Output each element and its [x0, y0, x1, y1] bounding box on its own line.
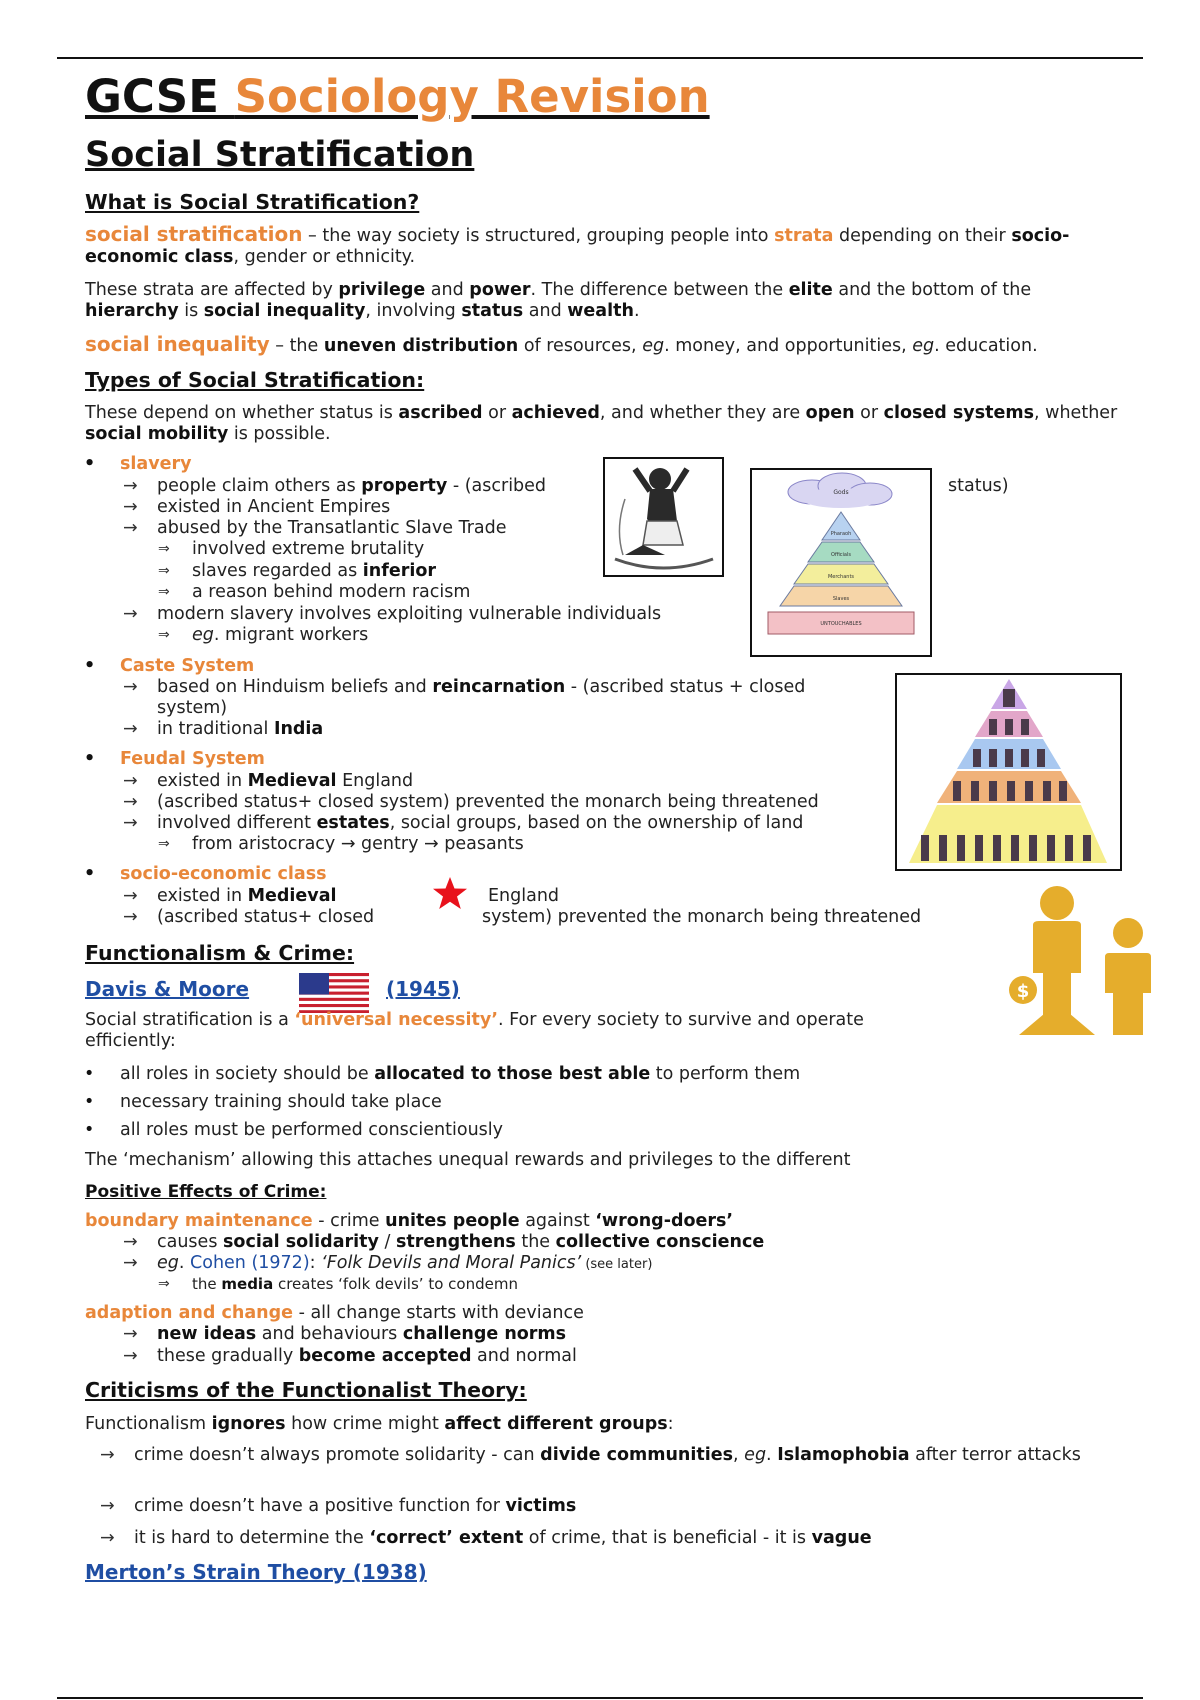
dm-bullet-1 — [120, 1064, 800, 1085]
bold: social solidarity — [223, 1232, 379, 1252]
section-heading-functionalism — [85, 939, 354, 967]
red-star-icon — [432, 876, 468, 910]
bold: become accepted — [298, 1346, 472, 1366]
paragraph-universal-necessity — [85, 1010, 925, 1052]
text: / — [378, 1232, 396, 1252]
text: These strata are affected by — [85, 280, 339, 300]
us-flag-icon — [299, 973, 369, 1013]
section-heading-what-is — [85, 188, 419, 216]
text: is — [178, 301, 204, 321]
text: . migrant workers — [213, 625, 369, 645]
criticisms-intro — [85, 1414, 674, 1435]
text: - all change starts with deviance — [293, 1303, 584, 1323]
criticism-1 — [134, 1445, 1084, 1466]
text: the — [192, 1275, 222, 1293]
text: after terror attacks — [909, 1445, 1081, 1465]
text: creates ‘folk devils’ to condemn — [273, 1275, 518, 1293]
dollar-icon: $ — [1016, 981, 1030, 1002]
text: , whether — [1034, 403, 1118, 423]
feudal-line-3 — [157, 813, 803, 834]
text: and behaviours — [256, 1324, 403, 1344]
text: Social stratification is a — [85, 1010, 295, 1030]
text: and the bottom of the — [832, 280, 1032, 300]
heading-text: Types of Social Stratification: — [85, 368, 425, 392]
caste-line-1-cont: system) — [157, 698, 228, 718]
feudal-pyramid-icon — [897, 675, 1120, 869]
socio-line-2-tail: system) prevented the monarch being threatened — [482, 907, 922, 927]
feudal-pyramid-image — [895, 673, 1122, 871]
text: - (ascribed — [447, 476, 547, 496]
text: or — [482, 403, 512, 423]
bold: privilege — [338, 280, 426, 300]
bold: challenge norms — [402, 1324, 567, 1344]
bold: strengthens — [395, 1232, 516, 1252]
bold: collective conscience — [555, 1232, 765, 1252]
bullet-caste: • Caste System — [120, 656, 254, 677]
socio-line-2: → (ascribed status+ closed — [157, 907, 374, 928]
text: . — [766, 1445, 778, 1465]
slavery-line-1-tail: status) — [948, 476, 1009, 496]
text: , and whether they are — [599, 403, 806, 423]
criticism-3 — [134, 1528, 872, 1549]
bold: inferior — [362, 561, 436, 581]
section-heading-criticisms — [85, 1376, 527, 1404]
text: crime doesn’t always promote solidarity - can — [134, 1445, 541, 1465]
heading-text: Criticisms of the Functionalist Theory: — [85, 1378, 527, 1402]
slavery-line-3a: ⇒ involved extreme brutality — [192, 539, 424, 560]
text: : — [667, 1414, 674, 1434]
section-heading-types — [85, 366, 424, 394]
title-accent: Sociology Revision — [234, 70, 710, 123]
slavery-line-4: → modern slavery involves exploiting vulnerable individuals — [157, 604, 661, 625]
term: boundary maintenance — [85, 1211, 313, 1231]
text: to perform them — [650, 1064, 801, 1084]
heading-text: Positive Effects of Crime: — [85, 1182, 327, 1202]
feudal-line-2: → (ascribed status+ closed system) prevented the monarch being threatened — [157, 792, 819, 813]
bold: divide communities — [540, 1445, 734, 1465]
bold: social inequality — [203, 301, 366, 321]
text: , involving — [365, 301, 462, 321]
feudal-line-1 — [157, 771, 413, 792]
dm-bullet-3: • all roles must be performed conscientiously — [120, 1120, 503, 1141]
feudal-line-3a: ⇒ from aristocracy → gentry → peasants — [192, 834, 524, 855]
text: England — [336, 771, 414, 791]
slavery-pyramid-diagram — [750, 468, 932, 657]
text: . money, and opportunities, — [664, 336, 913, 356]
title-plain: GCSE — [85, 70, 235, 123]
tier-4-label: Slaves — [832, 596, 850, 602]
socio-line-1-tail: England — [488, 886, 560, 906]
text: is possible. — [228, 424, 331, 444]
text: These depend on whether status is — [85, 403, 399, 423]
text: - (ascribed status + closed — [565, 677, 806, 697]
tier-3-label: Merchants — [827, 574, 855, 580]
page-subtitle — [85, 133, 474, 177]
definition-social-inequality — [85, 334, 1145, 357]
bold: status — [461, 301, 524, 321]
bold: Islamophobia — [777, 1445, 910, 1465]
pyramid-chart — [752, 470, 930, 655]
text: in traditional — [157, 719, 274, 739]
davis-moore-link[interactable]: Davis & Moore — [85, 977, 250, 1001]
bullet-socio-economic: • socio-economic class — [120, 864, 327, 885]
slavery-line-3: → abused by the Transatlantic Slave Trade — [157, 518, 507, 539]
text: people claim others as — [157, 476, 362, 496]
text: – the — [269, 336, 324, 356]
quote: ‘universal necessity’ — [294, 1010, 498, 1030]
eg: eg — [912, 336, 935, 356]
definition-social-stratification — [85, 224, 1130, 268]
bold: ascribed — [398, 403, 483, 423]
tier-5-label: UNTOUCHABLES — [820, 621, 862, 627]
cloud-label: Gods — [833, 489, 849, 496]
dm-bullet-2: • necessary training should take place — [120, 1092, 442, 1113]
text: depending on their — [833, 226, 1012, 246]
kneeling-figure-icon — [605, 459, 722, 575]
tier-2-label: Officials — [831, 552, 851, 558]
text: : — [309, 1253, 322, 1273]
bold: allocated to those best able — [374, 1064, 651, 1084]
eg: eg — [744, 1445, 767, 1465]
boundary-maintenance — [85, 1211, 733, 1232]
page-title — [85, 68, 710, 126]
text: against — [519, 1211, 596, 1231]
socio-line-1 — [157, 886, 337, 907]
bold: India — [273, 719, 324, 739]
bold: elite — [788, 280, 833, 300]
paragraph-types-intro — [85, 403, 1145, 445]
slavery-line-3b — [192, 561, 436, 582]
bold: property — [361, 476, 448, 496]
term-strata: strata — [774, 226, 834, 246]
cohen-reference: Cohen (1972) — [190, 1253, 310, 1273]
bold: socio-economic class — [85, 226, 1070, 267]
bm-line-2 — [157, 1253, 652, 1275]
text: existed in — [157, 771, 248, 791]
see-later: (see later) — [581, 1257, 653, 1272]
text: - crime — [312, 1211, 386, 1231]
bottom-rule — [57, 1697, 1143, 1699]
davis-moore-year: (1945) — [386, 977, 460, 1001]
text: crime doesn’t have a positive function for — [134, 1496, 506, 1516]
text: based on Hinduism beliefs and — [157, 677, 433, 697]
bm-line-3 — [192, 1274, 518, 1295]
text: , gender or ethnicity. — [233, 247, 416, 267]
text: it is hard to determine the — [134, 1528, 370, 1548]
slavery-line-2: → existed in Ancient Empires — [157, 497, 390, 518]
heading-text: What is Social Stratification? — [85, 190, 420, 214]
bold: new ideas — [157, 1324, 257, 1344]
bold: closed systems — [883, 403, 1035, 423]
book-title: ‘Folk Devils and Moral Panics’ — [321, 1253, 582, 1273]
slave-engraving-image — [603, 457, 724, 577]
bold: open — [805, 403, 855, 423]
term: social inequality — [85, 332, 270, 356]
text: causes — [157, 1232, 224, 1252]
bold: victims — [505, 1496, 577, 1516]
slavery-line-1 — [157, 476, 546, 497]
bold: Medieval — [247, 886, 337, 906]
slavery-line-3c: ⇒ a reason behind modern racism — [192, 582, 470, 603]
text: existed in — [157, 886, 248, 906]
bold: ignores — [211, 1414, 286, 1434]
text: . — [178, 1253, 191, 1273]
bold: unites people — [385, 1211, 520, 1231]
caste-line-1 — [157, 677, 805, 698]
text: all roles in society should be — [120, 1064, 375, 1084]
text: , — [733, 1445, 745, 1465]
text: these gradually — [157, 1346, 299, 1366]
text: . The difference between the — [530, 280, 789, 300]
criticism-2 — [134, 1496, 576, 1517]
text: , social groups, based on the ownership of land — [389, 813, 804, 833]
bold: uneven distribution — [323, 336, 519, 356]
text: or — [854, 403, 884, 423]
adaption-and-change — [85, 1303, 584, 1324]
bold: vague — [811, 1528, 872, 1548]
ac-line-1 — [157, 1324, 566, 1345]
bold: media — [221, 1275, 274, 1293]
eg: eg — [157, 1253, 179, 1273]
bold: affect different groups — [444, 1414, 668, 1434]
wealth-inequality-people-icon — [1005, 885, 1155, 1035]
eg: eg — [642, 336, 665, 356]
text: . education. — [934, 336, 1038, 356]
term: adaption and change — [85, 1303, 293, 1323]
text: . — [633, 301, 640, 321]
term: social stratification — [85, 222, 303, 246]
text: the — [515, 1232, 556, 1252]
text: Functionalism — [85, 1414, 212, 1434]
text: slaves regarded as — [192, 561, 363, 581]
text: . For every society to survive and operate efficiently: — [85, 1010, 864, 1051]
text: of resources, — [518, 336, 643, 356]
ac-line-2 — [157, 1346, 577, 1367]
bold: social mobility — [85, 424, 229, 444]
text: and — [425, 280, 470, 300]
text: involved different — [157, 813, 317, 833]
bold: reincarnation — [432, 677, 566, 697]
caste-line-2 — [157, 719, 323, 740]
text: how crime might — [285, 1414, 445, 1434]
text: and normal — [471, 1346, 577, 1366]
paragraph-mechanism: The ‘mechanism’ allowing this attaches unequal rewards and privileges to the different — [85, 1150, 851, 1170]
bold: hierarchy — [85, 301, 179, 321]
slavery-line-4a — [192, 625, 368, 646]
section-heading-positive-effects — [85, 1180, 326, 1204]
paragraph-privilege — [85, 280, 1130, 322]
top-rule — [57, 57, 1143, 59]
bold: wealth — [567, 301, 634, 321]
bold: ‘wrong-doers’ — [595, 1211, 734, 1231]
tier-1-label: Pharaoh — [830, 531, 852, 537]
merton-strain-theory-link[interactable]: Merton’s Strain Theory (1938) — [85, 1560, 427, 1584]
bold: estates — [316, 813, 390, 833]
bm-line-1 — [157, 1232, 764, 1253]
bullet-slavery: • slavery — [120, 454, 192, 475]
text: and — [523, 301, 568, 321]
bold: power — [469, 280, 531, 300]
bold: ‘correct’ extent — [369, 1528, 524, 1548]
bullet-feudal: • Feudal System — [120, 749, 265, 770]
subtitle-text: Social Stratification — [85, 135, 475, 175]
bold: achieved — [511, 403, 600, 423]
bold: Medieval — [247, 771, 337, 791]
eg: eg — [192, 625, 214, 645]
text: – the way society is structured, grouping people into — [302, 226, 775, 246]
text: of crime, that is beneficial - it is — [523, 1528, 812, 1548]
heading-text: Functionalism & Crime: — [85, 941, 355, 965]
